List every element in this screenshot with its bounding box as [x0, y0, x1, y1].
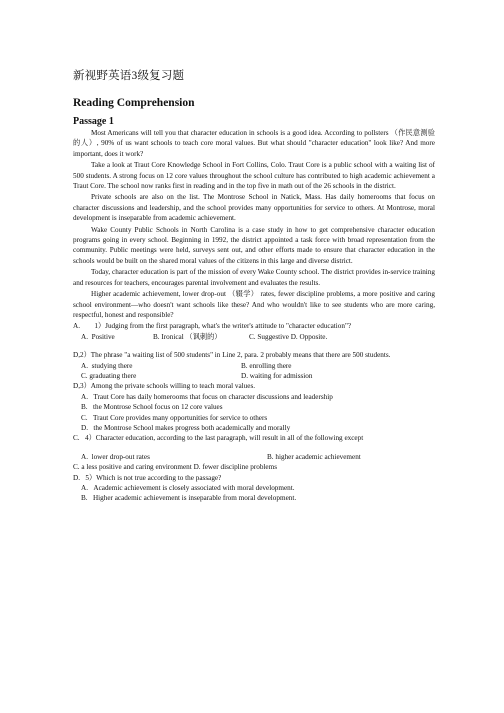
option: B. the Montrose School focus on 12 core values [81, 403, 223, 412]
paragraph: Take a look at Traut Core Knowledge School in Fort Collins, Colo. Traut Core is a public school with a waiting list of 500 students. A strong focus on 12 core values throughout the school culture has contributed to high academic achievement a Traut Core. The school now ranks first in reading and in the top five in math out of the 26 schools in the district. [73, 161, 435, 191]
document-title: 新视野英语3级复习题 [73, 70, 185, 82]
option: B. enrolling there [241, 361, 292, 370]
question-3-stem: D,3）Among the private schools willing to teach moral values. [73, 382, 256, 391]
paragraph: Higher academic achievement, lower drop-out （辍学） rates, fewer discipline problems, a more positive and caring school environment—who doesn't want schools like these? And who wouldn't like to see students who are more caring, respectful, honest and responsible? [73, 290, 435, 319]
option: A. Academic achievement is closely associated with moral development. [81, 484, 295, 492]
paragraph: Most Americans will tell you that character education in schools is a good idea. According to pollsters （作民意测验的人）, 90% of us want schools to teach core moral values. But what should "character education" look like? And more important, does it work? [73, 129, 435, 158]
option: A. Traut Core has daily homerooms that focus on character discussions and leadership [81, 392, 333, 401]
paragraph: Private schools are also on the list. The Montrose School in Natick, Mass. Has daily homerooms that focus on character discussions and leadership, and the school provides many opportunities for service to others. At Montrose, moral development is inseparable from academic achievement. [73, 193, 435, 223]
passage-title: Passage 1 [73, 116, 114, 127]
question-4-options-row-1 [81, 452, 435, 462]
option: D. the Montrose School makes progress both academically and morally [81, 423, 291, 432]
option: A. Positive [81, 332, 115, 341]
question-4-stem: C. 4）Character education, according to the last paragraph, will result in all of the following except [73, 434, 364, 443]
option: A. studying there [81, 361, 133, 370]
passage-body [73, 128, 435, 504]
option: C. Traut Core provides many opportunities for service to others [81, 413, 268, 422]
question-2-options-row-1 [81, 361, 435, 371]
question-4-options-row-2 [73, 462, 435, 472]
option: C. Suggestive D. Opposite. [249, 332, 328, 341]
option: C. a less positive and caring environment D. fewer discipline problems [73, 463, 277, 472]
paragraph: Wake County Public Schools in North Carolina is a case study in how to get comprehensive character education programs going in every school. Beginning in 1992, the district appointed a task force with broad representation from the community. Public meetings were held, surveys sent out, and other efforts made to ensure that character education in the schools would be built on the shared moral values of the citizens in this large and diverse district. [73, 225, 435, 265]
option: D. waiting for admission [241, 371, 313, 380]
question-1-options [81, 332, 435, 342]
section-title: Reading Comprehension [73, 97, 195, 109]
question-1-stem: A. 1）Judging from the first paragraph, what's the writer's attitude to "character education"? [73, 322, 352, 331]
option: C. graduating there [81, 371, 137, 380]
option: B. Ironical （讽刺的） [153, 332, 222, 341]
option: B. Higher academic achievement is inseparable from moral development. [81, 494, 297, 503]
question-5-stem: D. 5）Which is not true according to the passage? [73, 473, 222, 482]
question-2-stem: D,2）The phrase "a waiting list of 500 students" in Line 2, para. 2 probably means that there are 500 students. [73, 351, 391, 360]
question-2-options-row-2 [81, 371, 435, 381]
option: B. higher academic achievement [267, 452, 361, 461]
option: A. lower drop-out rates [81, 452, 150, 461]
paragraph: Today, character education is part of the mission of every Wake County school. The district provides in-service training and resources for teachers, encourages parental involvement and evaluates the results. [73, 268, 435, 287]
